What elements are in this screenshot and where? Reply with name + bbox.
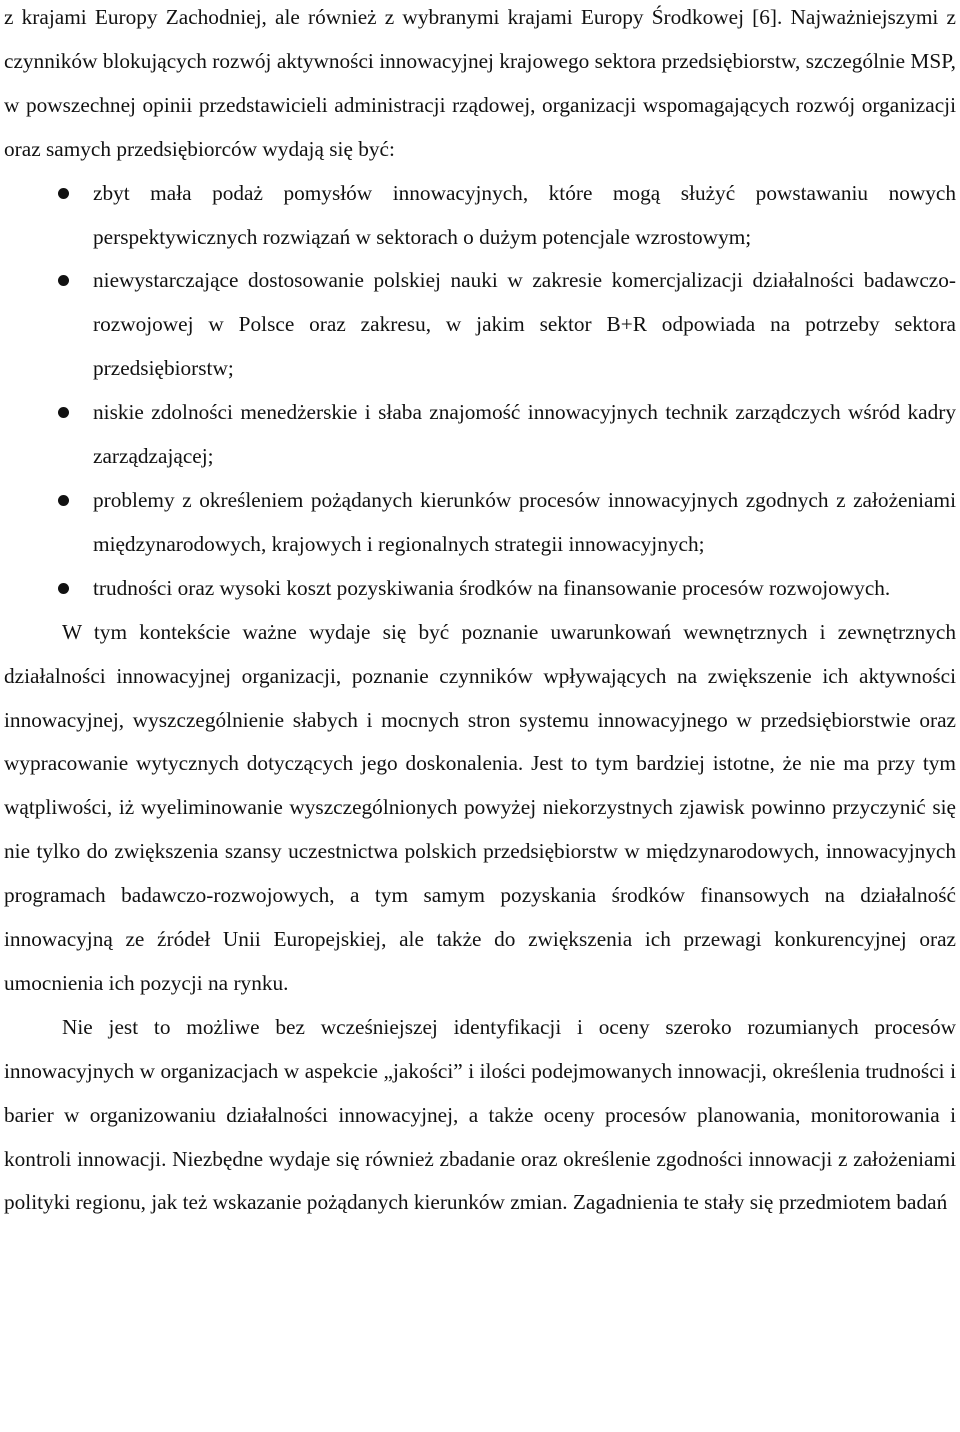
list-item	[4, 391, 956, 479]
bullet-icon	[58, 407, 69, 418]
list-item	[4, 567, 956, 611]
list-item	[4, 172, 956, 260]
intro-paragraph: z krajami Europy Zachodniej, ale również z wybranymi krajami Europy Środkowej [6]. Najważniejszymi z czynników blokujących rozwój aktywności innowacyjnej krajowego sektora przedsiębiorstw, szczególnie MSP, w powszechnej opinii przedstawicieli administracji rządowej, organizacji wspomagających rozwój organizacji oraz samych przedsiębiorców wydają się być:	[4, 5, 956, 161]
list-item	[4, 259, 956, 391]
list-item-text: zbyt mała podaż pomysłów innowacyjnych, które mogą służyć powstawaniu nowych perspektywicznych rozwiązań w sektorach o dużym potencjale wzrostowym;	[93, 180, 956, 249]
bullet-icon	[58, 275, 69, 286]
context-paragraph: W tym kontekście ważne wydaje się być poznanie uwarunkowań wewnętrznych i zewnętrznych działalności innowacyjnej organizacji, poznanie czynników wpływających na zwiększenie ich aktywności innowacyjnej, wyszczególnienie słabych i mocnych stron systemu innowacyjnego w przedsiębiorstwie oraz wypracowanie wytycznych dotyczących jego doskonalenia. Jest to tym bardziej istotne, że nie ma przy tym wątpliwości, iż wyeliminowanie wyszczególnionych powyżej niekorzystnych zjawisk powinno przyczynić się nie tylko do zwiększenia szansy uczestnictwa polskich przedsiębiorstw w międzynarodowych, innowacyjnych programach badawczo-rozwojowych, a tym samym pozyskania środków finansowych na działalność innowacyjną ze źródeł Unii Europejskiej, ale także do zwiększenia ich przewagi konkurencyjnej oraz umocnienia ich pozycji na rynku.	[4, 619, 956, 995]
bullet-icon	[58, 583, 69, 594]
identification-paragraph: Nie jest to możliwe bez wcześniejszej identyfikacji i oceny szeroko rozumianych procesów innowacyjnych w organizacjach w aspekcie „jakości” i ilości podejmowanych innowacji, określenia trudności i barier w organizowaniu działalności innowacyjnej, a także oceny procesów planowania, monitorowania i kontroli innowacji. Niezbędne wydaje się również zbadanie oraz określenie zgodności innowacji z założeniami polityki regionu, jak też wskazanie pożądanych kierunków zmian. Zagadnienia te stały się przedmiotem badań	[4, 1014, 956, 1215]
list-item-text: niskie zdolności menedżerskie i słaba znajomość innowacyjnych technik zarządczych wśród kadry zarządzającej;	[93, 400, 956, 469]
list-item-text: problemy z określeniem pożądanych kierunków procesów innowacyjnych zgodnych z założeniami międzynarodowych, krajowych i regionalnych strategii innowacyjnych;	[93, 487, 956, 556]
document-page	[4, 0, 956, 1225]
barriers-list	[4, 172, 956, 611]
list-item-text: trudności oraz wysoki koszt pozyskiwania środków na finansowanie procesów rozwojowych.	[93, 575, 891, 600]
bullet-icon	[58, 495, 69, 506]
bullet-icon	[58, 188, 69, 199]
list-item-text: niewystarczające dostosowanie polskiej nauki w zakresie komercjalizacji działalności badawczo-rozwojowej w Polsce oraz zakresu, w jakim sektor B+R odpowiada na potrzeby sektora przedsiębiorstw;	[93, 268, 956, 381]
list-item	[4, 479, 956, 567]
